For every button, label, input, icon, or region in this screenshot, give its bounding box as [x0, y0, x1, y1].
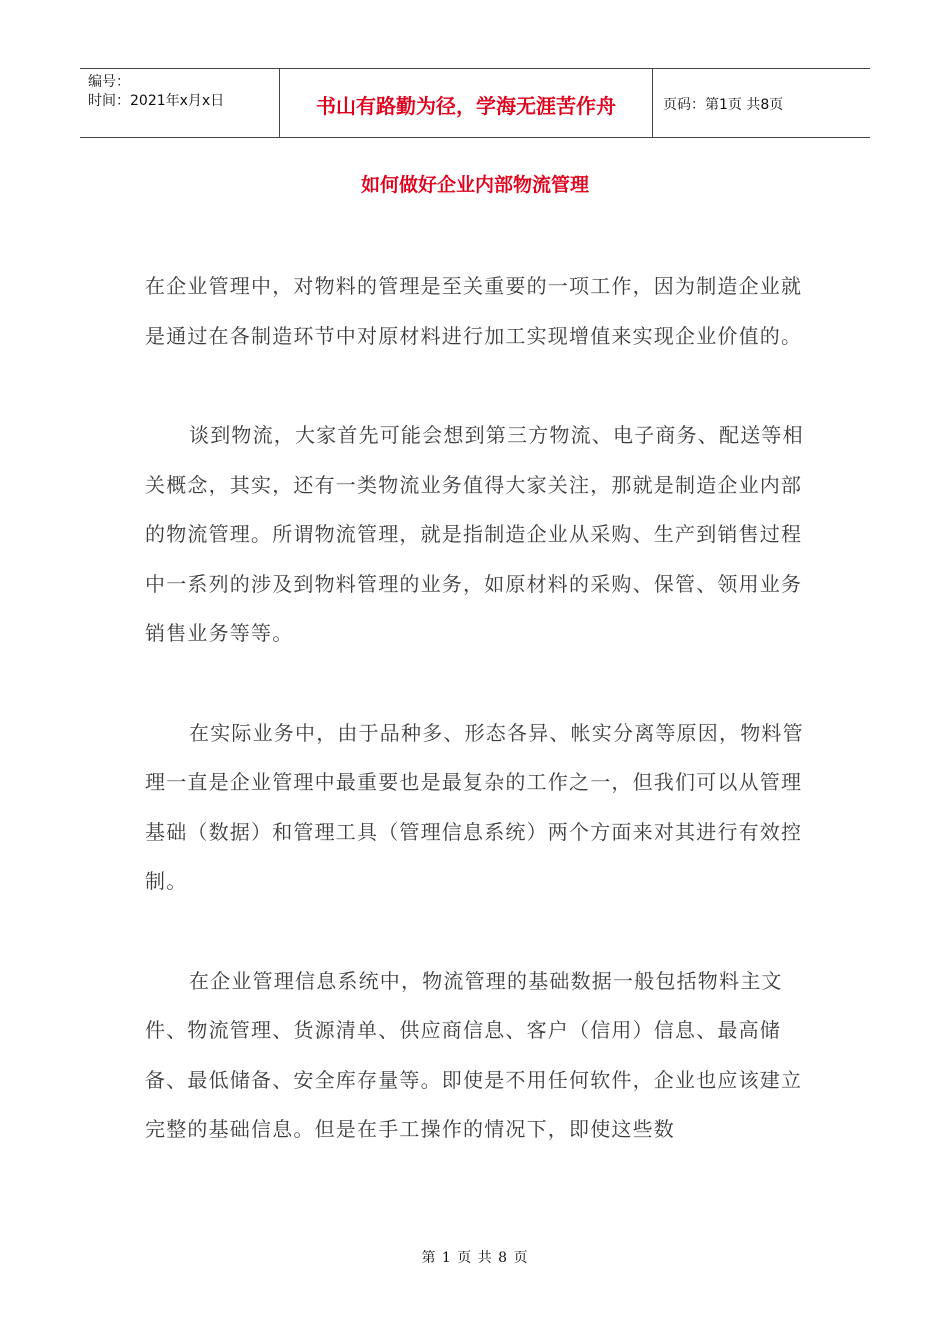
- paragraph-2: 谈到物流，大家首先可能会想到第三方物流、电子商务、配送等相关概念，其实，还有一类物流业务值得大家关注，那就是制造企业内部的物流管理。所谓物流管理，就是指制造企业从采购、生产到销售过程中一系列的涉及到物料管理的业务，如原材料的采购、保管、领用业务销售业务等等。: [145, 423, 804, 645]
- paragraph-1: 在企业管理中，对物料的管理是至关重要的一项工作，因为制造企业就是通过在各制造环节中对原材料进行加工实现增值来实现企业价值的。: [145, 274, 803, 348]
- document-title: 如何做好企业内部物流管理: [360, 174, 589, 196]
- header-motto: 书山有路勤为径，学海无涯苦作舟: [280, 69, 653, 137]
- header-meta-cell: [80, 69, 280, 137]
- time-label: 时间：2021年x月x日: [88, 93, 225, 109]
- header-page-info: 页码：第1页 共8页: [663, 97, 784, 113]
- paragraph-4: 在企业管理信息系统中，物流管理的基础数据一般包括物料主文件、物流管理、货源清单、供应商信息、客户（信用）信息、最高储备、最低储备、安全库存量等。即使是不用任何软件，企业也应该建立完整的基础信息。但是在手工操作的情况下，即使这些数: [145, 968, 803, 1141]
- page-footer: 第 1 页 共 8 页: [421, 1250, 529, 1266]
- document-header: [80, 68, 870, 138]
- number-label: 编号：: [88, 74, 130, 90]
- paragraph-3: 在实际业务中，由于品种多、形态各异、帐实分离等原因，物料管理一直是企业管理中最重要也是最复杂的工作之一，但我们可以从管理基础（数据）和管理工具（管理信息系统）两个方面来对其进行有效控制。: [145, 720, 804, 893]
- document-body: [145, 262, 815, 1155]
